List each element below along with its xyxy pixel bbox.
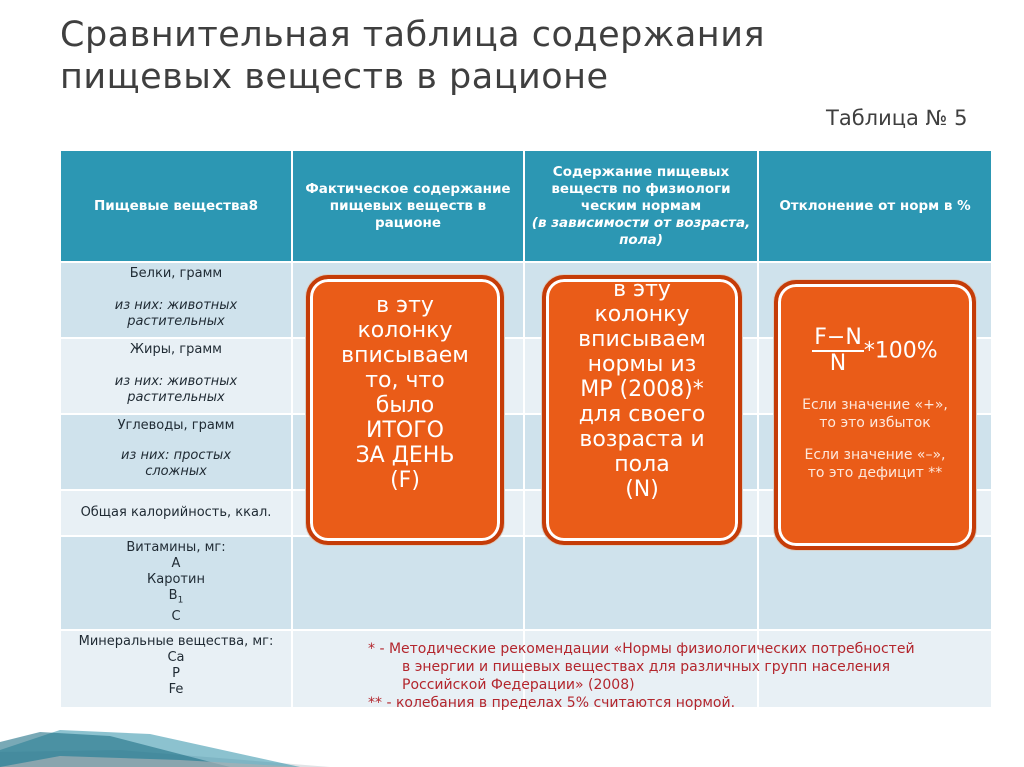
row-sublabel: из них: животных bbox=[114, 298, 238, 313]
callout-line: вписываем bbox=[578, 327, 706, 352]
row-item-b1 bbox=[65, 588, 287, 609]
callout-line: (F) bbox=[390, 468, 420, 493]
cell-vitamins bbox=[60, 536, 292, 630]
footnote-1-cont: в энергии и пищевых веществах для различных групп населения bbox=[402, 659, 890, 675]
formula-numerator: F−N bbox=[814, 325, 862, 350]
row-sublabel: растительных bbox=[127, 390, 225, 405]
row-item: А bbox=[171, 556, 181, 571]
formula-multiplier: *100% bbox=[863, 338, 938, 364]
row-item: Са bbox=[167, 650, 185, 665]
row-label: Жиры, грамм bbox=[130, 342, 222, 357]
callout-line: то, что bbox=[365, 368, 445, 393]
header-norms bbox=[524, 150, 758, 262]
callout-line: ИТОГО bbox=[366, 418, 444, 443]
footnotes bbox=[368, 640, 915, 712]
row-item: Fe bbox=[168, 682, 184, 697]
table-cell bbox=[292, 536, 524, 630]
row-item: B bbox=[168, 588, 178, 603]
row-sublabel: сложных bbox=[145, 464, 207, 479]
row-item: Р bbox=[172, 666, 180, 681]
row-label: Белки, грамм bbox=[129, 266, 223, 281]
callout-line: ЗА ДЕНЬ bbox=[355, 443, 455, 468]
deficit-note: то это дефицит ** bbox=[807, 465, 943, 481]
callout-line: в эту bbox=[376, 293, 434, 318]
callout-line: колонку bbox=[594, 302, 690, 327]
row-item: С bbox=[171, 608, 181, 624]
row-label: Минеральные вещества, мг: bbox=[78, 634, 274, 649]
cell-fats bbox=[60, 338, 292, 414]
header-norms-text: Содержание пищевых веществ по физиологи ческим нормам bbox=[551, 163, 731, 214]
callout-line: в эту bbox=[613, 277, 671, 302]
slide-title bbox=[60, 14, 960, 98]
callout-line: было bbox=[375, 393, 435, 418]
header-nutrients: Пищевые вещества8 bbox=[60, 150, 292, 262]
callout-line: вписываем bbox=[341, 343, 469, 368]
callout-line: нормы из bbox=[587, 352, 697, 377]
excess-note: то это избыток bbox=[819, 415, 931, 431]
table-header-row bbox=[60, 150, 992, 262]
cell-calories bbox=[60, 490, 292, 536]
header-norms-note: (в зависимости от возраста, пола) bbox=[531, 214, 751, 248]
footnote-1-cont: Российской Федерации» (2008) bbox=[402, 677, 635, 693]
row-sublabel: из них: животных bbox=[114, 374, 238, 389]
formula bbox=[778, 326, 972, 376]
table-cell bbox=[524, 536, 758, 630]
callout-line: пола bbox=[614, 452, 670, 477]
row-item: Каротин bbox=[147, 572, 205, 587]
cell-proteins bbox=[60, 262, 292, 338]
callout-deviation-formula bbox=[774, 280, 976, 550]
row-sublabel: растительных bbox=[127, 314, 225, 329]
table-row bbox=[60, 536, 992, 630]
deficit-note: Если значение «–», bbox=[804, 447, 946, 463]
callout-fact bbox=[306, 275, 504, 545]
row-sublabel: из них: простых bbox=[120, 448, 232, 463]
callout-norms bbox=[542, 275, 742, 545]
callout-line: для своего bbox=[578, 402, 706, 427]
row-label: Общая калорийность, ккал. bbox=[80, 505, 272, 520]
formula-fraction bbox=[812, 326, 864, 376]
row-label: Углеводы, грамм bbox=[117, 418, 235, 433]
header-actual-content: Фактическое содержание пищевых веществ в рационе bbox=[292, 150, 524, 262]
callout-line: возраста и bbox=[579, 427, 705, 452]
callout-line: колонку bbox=[357, 318, 453, 343]
cell-carbohydrates bbox=[60, 414, 292, 490]
footnote-1: * - Методические рекомендации «Нормы физиологических потребностей bbox=[368, 641, 915, 657]
formula-denominator: N bbox=[829, 351, 847, 376]
callout-line: МР (2008)* bbox=[580, 377, 704, 402]
subscript: 1 bbox=[177, 595, 184, 606]
row-label: Витамины, мг: bbox=[126, 540, 226, 555]
decorative-wave bbox=[0, 690, 330, 767]
excess-note: Если значение «+», bbox=[802, 397, 948, 413]
title-line-1: Сравнительная таблица содержания bbox=[60, 15, 765, 55]
table-number: Таблица № 5 bbox=[826, 106, 968, 130]
table-cell bbox=[758, 536, 992, 630]
title-line-2: пищевых веществ в рационе bbox=[60, 57, 609, 97]
callout-line: (N) bbox=[625, 477, 659, 502]
header-deviation: Отклонение от норм в % bbox=[758, 150, 992, 262]
footnote-2: ** - колебания в пределах 5% считаются нормой. bbox=[368, 695, 736, 711]
